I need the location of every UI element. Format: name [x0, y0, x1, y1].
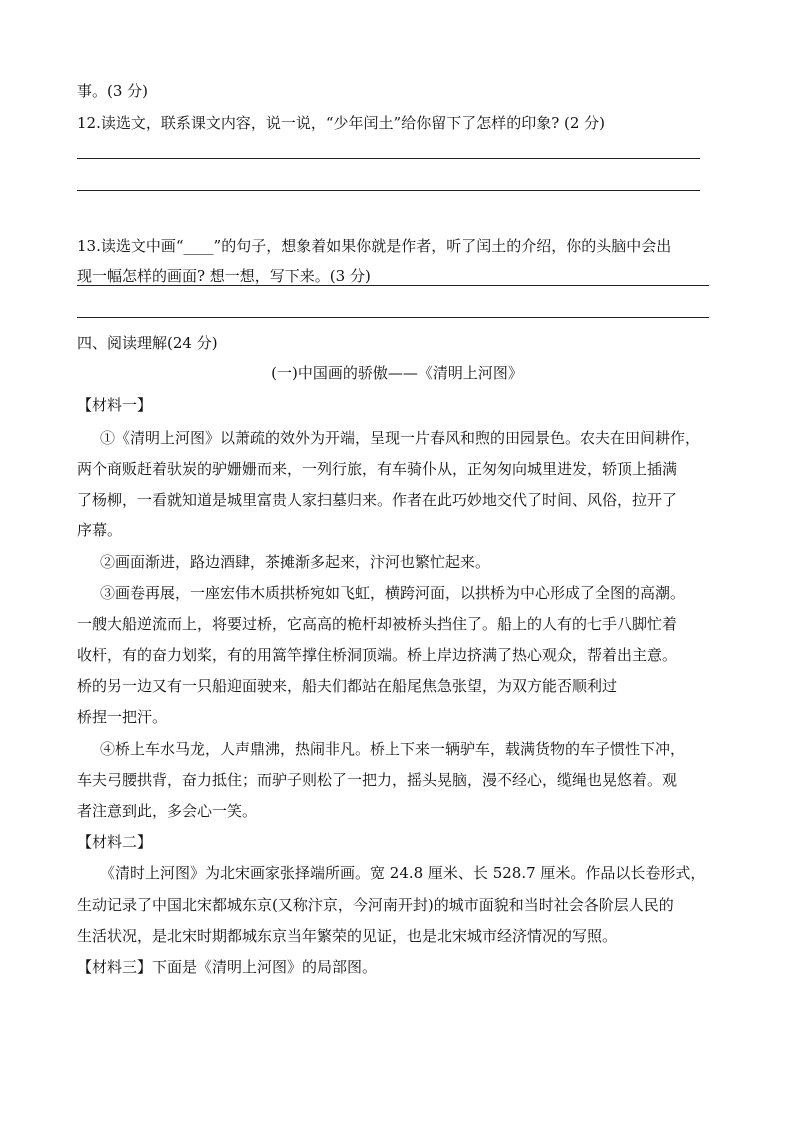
question-13: 13.读选文中画“____”的句子，想象着如果你就是作者，听了闰土的介绍，你的头脑中会出 — [77, 237, 672, 255]
answer-line[interactable] — [77, 317, 709, 318]
paragraph-line: 序幕。 — [77, 521, 123, 539]
answer-line[interactable] — [77, 285, 709, 286]
question-13-cont: 现一幅怎样的画面? 想一想，写下来。(3 分) — [77, 267, 371, 285]
paragraph-line: 《清时上河图》为北宋画家张择端所画。宽 24.8 厘米、长 528.7 厘米。作品以长卷形式， — [100, 864, 706, 882]
paragraph-line: 生动记录了中国北宋都城东京(又称汴京，今河南开封)的城市面貌和当时社会各阶层人民的 — [77, 896, 674, 914]
material-label: 【材料一】 — [77, 396, 153, 414]
paragraph-line: 桥的另一边又有一只船迎面驶来，船夫们都站在船尾焦急张望，为双方能否顺利过 — [77, 677, 618, 695]
question-12: 12.读选文，联系课文内容，说一说，“少年闰土”给你留下了怎样的印象? (2 分) — [77, 114, 606, 132]
paragraph-line: ④桥上车水马龙，人声鼎沸，热闹非凡。桥上下来一辆驴车，载满货物的车子惯性下冲， — [100, 740, 686, 758]
paragraph-line: 车夫弓腰拱背，奋力抵住；而驴子则松了一把力，摇头晃脑，漫不经心，缆绳也晃悠着。观 — [77, 771, 678, 789]
paragraph-line: 一艘大船逆流而上，将要过桥，它高高的桅杆却被桥头挡住了。船上的人有的七手八脚忙着 — [77, 615, 678, 633]
passage-title: (一)中国画的骄傲——《清明上河图》 — [271, 364, 523, 382]
material-label: 【材料二】 — [77, 833, 153, 851]
paragraph-line: ②画面渐进，路边酒肆，茶摊渐多起来，汴河也繁忙起来。 — [100, 553, 491, 571]
paragraph-line: 桥捏一把汗。 — [77, 708, 168, 726]
paragraph-line: 生活状况，是北宋时期都城东京当年繁荣的见证，也是北宋城市经济情况的写照。 — [77, 927, 618, 945]
text-line: 事。(3 分) — [77, 82, 149, 100]
answer-line[interactable] — [77, 190, 700, 191]
paragraph-line: 收杆，有的奋力划桨，有的用篙竿撑住桥洞顶端。桥上岸边挤满了热心观众，帮着出主意。 — [77, 646, 678, 664]
paragraph-line: 了杨柳，一看就知道是城里富贵人家扫墓归来。作者在此巧妙地交代了时间、风俗，拉开了 — [77, 491, 678, 509]
material-label: 【材料三】下面是《清明上河图》的局部图。 — [77, 958, 378, 976]
paragraph-line: ③画卷再展，一座宏伟木质拱桥宛如飞虹，横跨河面，以拱桥为中心形成了全图的高潮。 — [100, 584, 686, 602]
section-heading: 四、阅读理解(24 分) — [77, 334, 218, 352]
paragraph-line: ①《清明上河图》以萧疏的效外为开端，呈现一片春风和煦的田园景色。农夫在田间耕作， — [100, 429, 701, 447]
answer-line[interactable] — [77, 158, 700, 159]
paragraph-line: 者注意到此，多会心一笑。 — [77, 802, 258, 820]
paragraph-line: 两个商贩赶着驮炭的驴姗姗而来，一列行旅，有车骑仆从，正匆匆向城里进发，轿顶上插满 — [77, 460, 678, 478]
